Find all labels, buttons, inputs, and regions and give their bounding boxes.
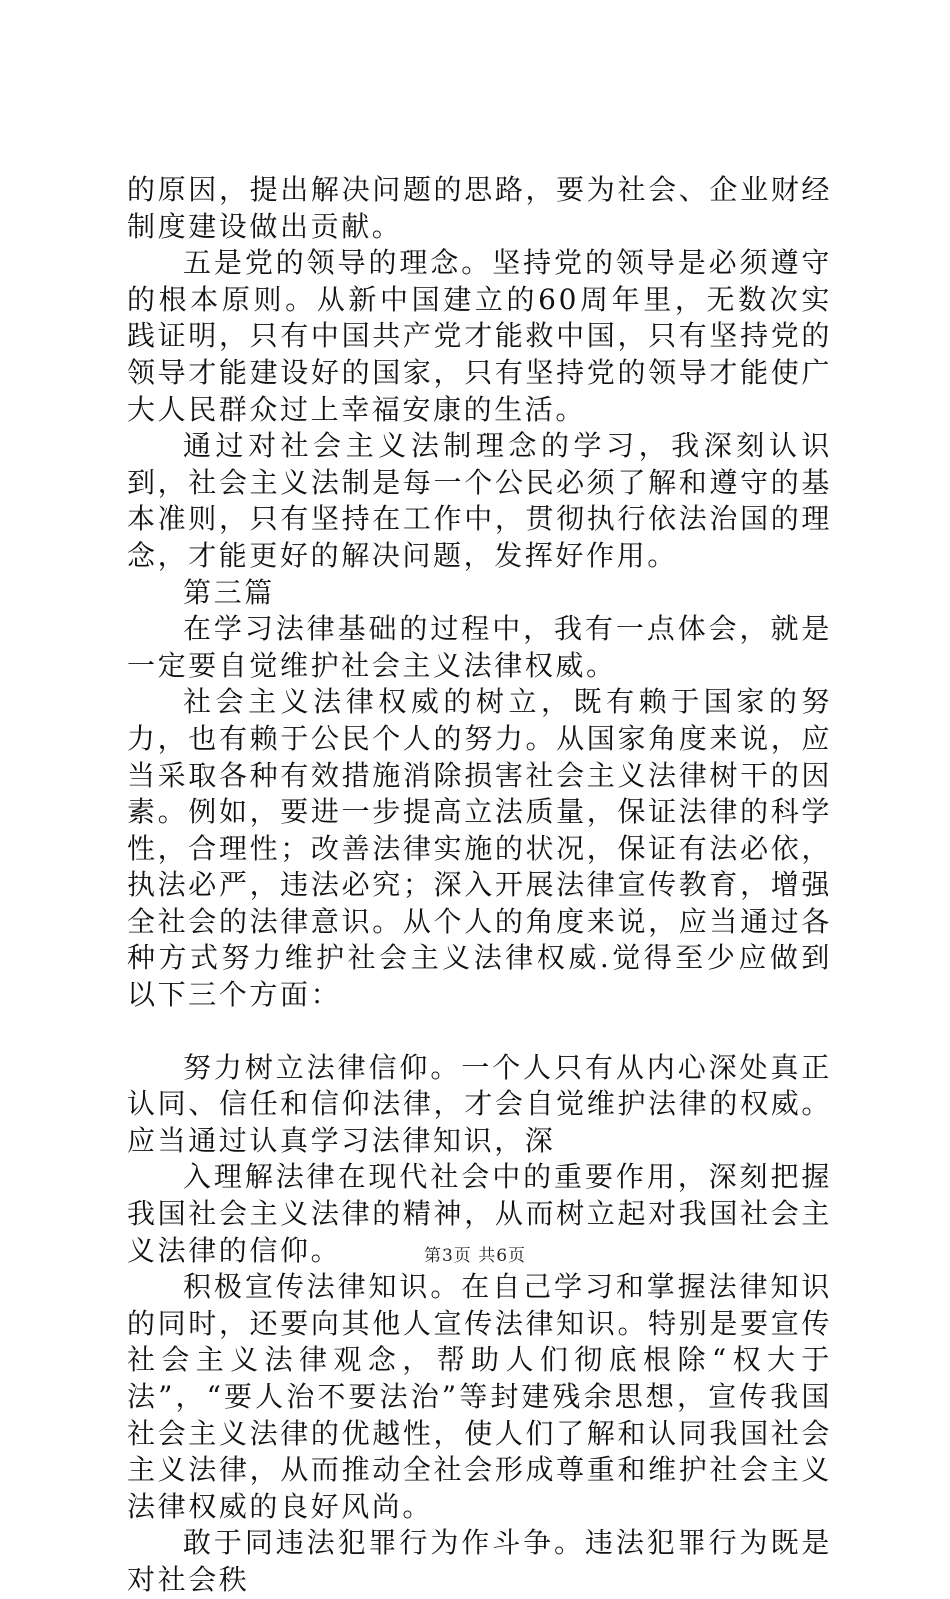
paragraph-4: 在学习法律基础的过程中，我有一点体会，就是一定要自觉维护社会主义法律权威。 — [127, 612, 832, 682]
paragraph-2: 五是党的领导的理念。坚持党的领导是必须遵守的根本原则。从新中国建立的60周年里，无数次实践证明，只有中国共产党才能救中国，只有坚持党的领导才能建设好的国家，只有坚持党的领导才能使广大人民群众过上幸福安康的生活。 — [127, 246, 832, 426]
paragraph-3: 通过对社会主义法制理念的学习，我深刻认识到，社会主义法制是每一个公民必须了解和遵守的基本准则，只有坚持在工作中，贯彻执行依法治国的理念，才能更好的解决问题，发挥好作用。 — [127, 429, 832, 572]
section-heading: 第三篇 — [183, 575, 275, 609]
document-body — [127, 172, 832, 1599]
page-number-footer: 第3页 共6页 — [423, 1246, 527, 1266]
paragraph-6: 努力树立法律信仰。一个人只有从内心深处真正认同、信任和信仰法律，才会自觉维护法律的权威。应当通过认真学习法律知识，深 — [127, 1050, 832, 1157]
paragraph-9: 敢于同违法犯罪行为作斗争。违法犯罪行为既是对社会秩 — [127, 1526, 832, 1596]
paragraph-5: 社会主义法律权威的树立，既有赖于国家的努力，也有赖于公民个人的努力。从国家角度来说，应当采取各种有效措施消除损害社会主义法律树干的因素。例如，要进一步提高立法质量，保证法律的科学性，合理性；改善法律实施的状况，保证有法必依，执法必严，违法必究；深入开展法律宣传教育，增强全社会的法律意识。从个人的角度来说，应当通过各种方式努力维护社会主义法律权威.觉得至少应做到以下三个方面： — [127, 685, 832, 1012]
paragraph-7: 入理解法律在现代社会中的重要作用，深刻把握我国社会主义法律的精神，从而树立起对我国社会主义法律的信仰。 — [127, 1160, 832, 1267]
paragraph-1: 的原因，提出解决问题的思路，要为社会、企业财经制度建设做出贡献。 — [127, 173, 832, 243]
paragraph-8: 积极宣传法律知识。在自己学习和掌握法律知识的同时，还要向其他人宣传法律知识。特别是要宣传社会主义法律观念，帮助人们彻底根除“权大于法”，“要人治不要法治”等封建残余思想，宣传我国社会主义法律的优越性，使人们了解和认同我国社会主义法律，从而推动全社会形成尊重和维护社会主义法律权威的良好风尚。 — [127, 1270, 832, 1523]
blank-line — [127, 1014, 832, 1050]
